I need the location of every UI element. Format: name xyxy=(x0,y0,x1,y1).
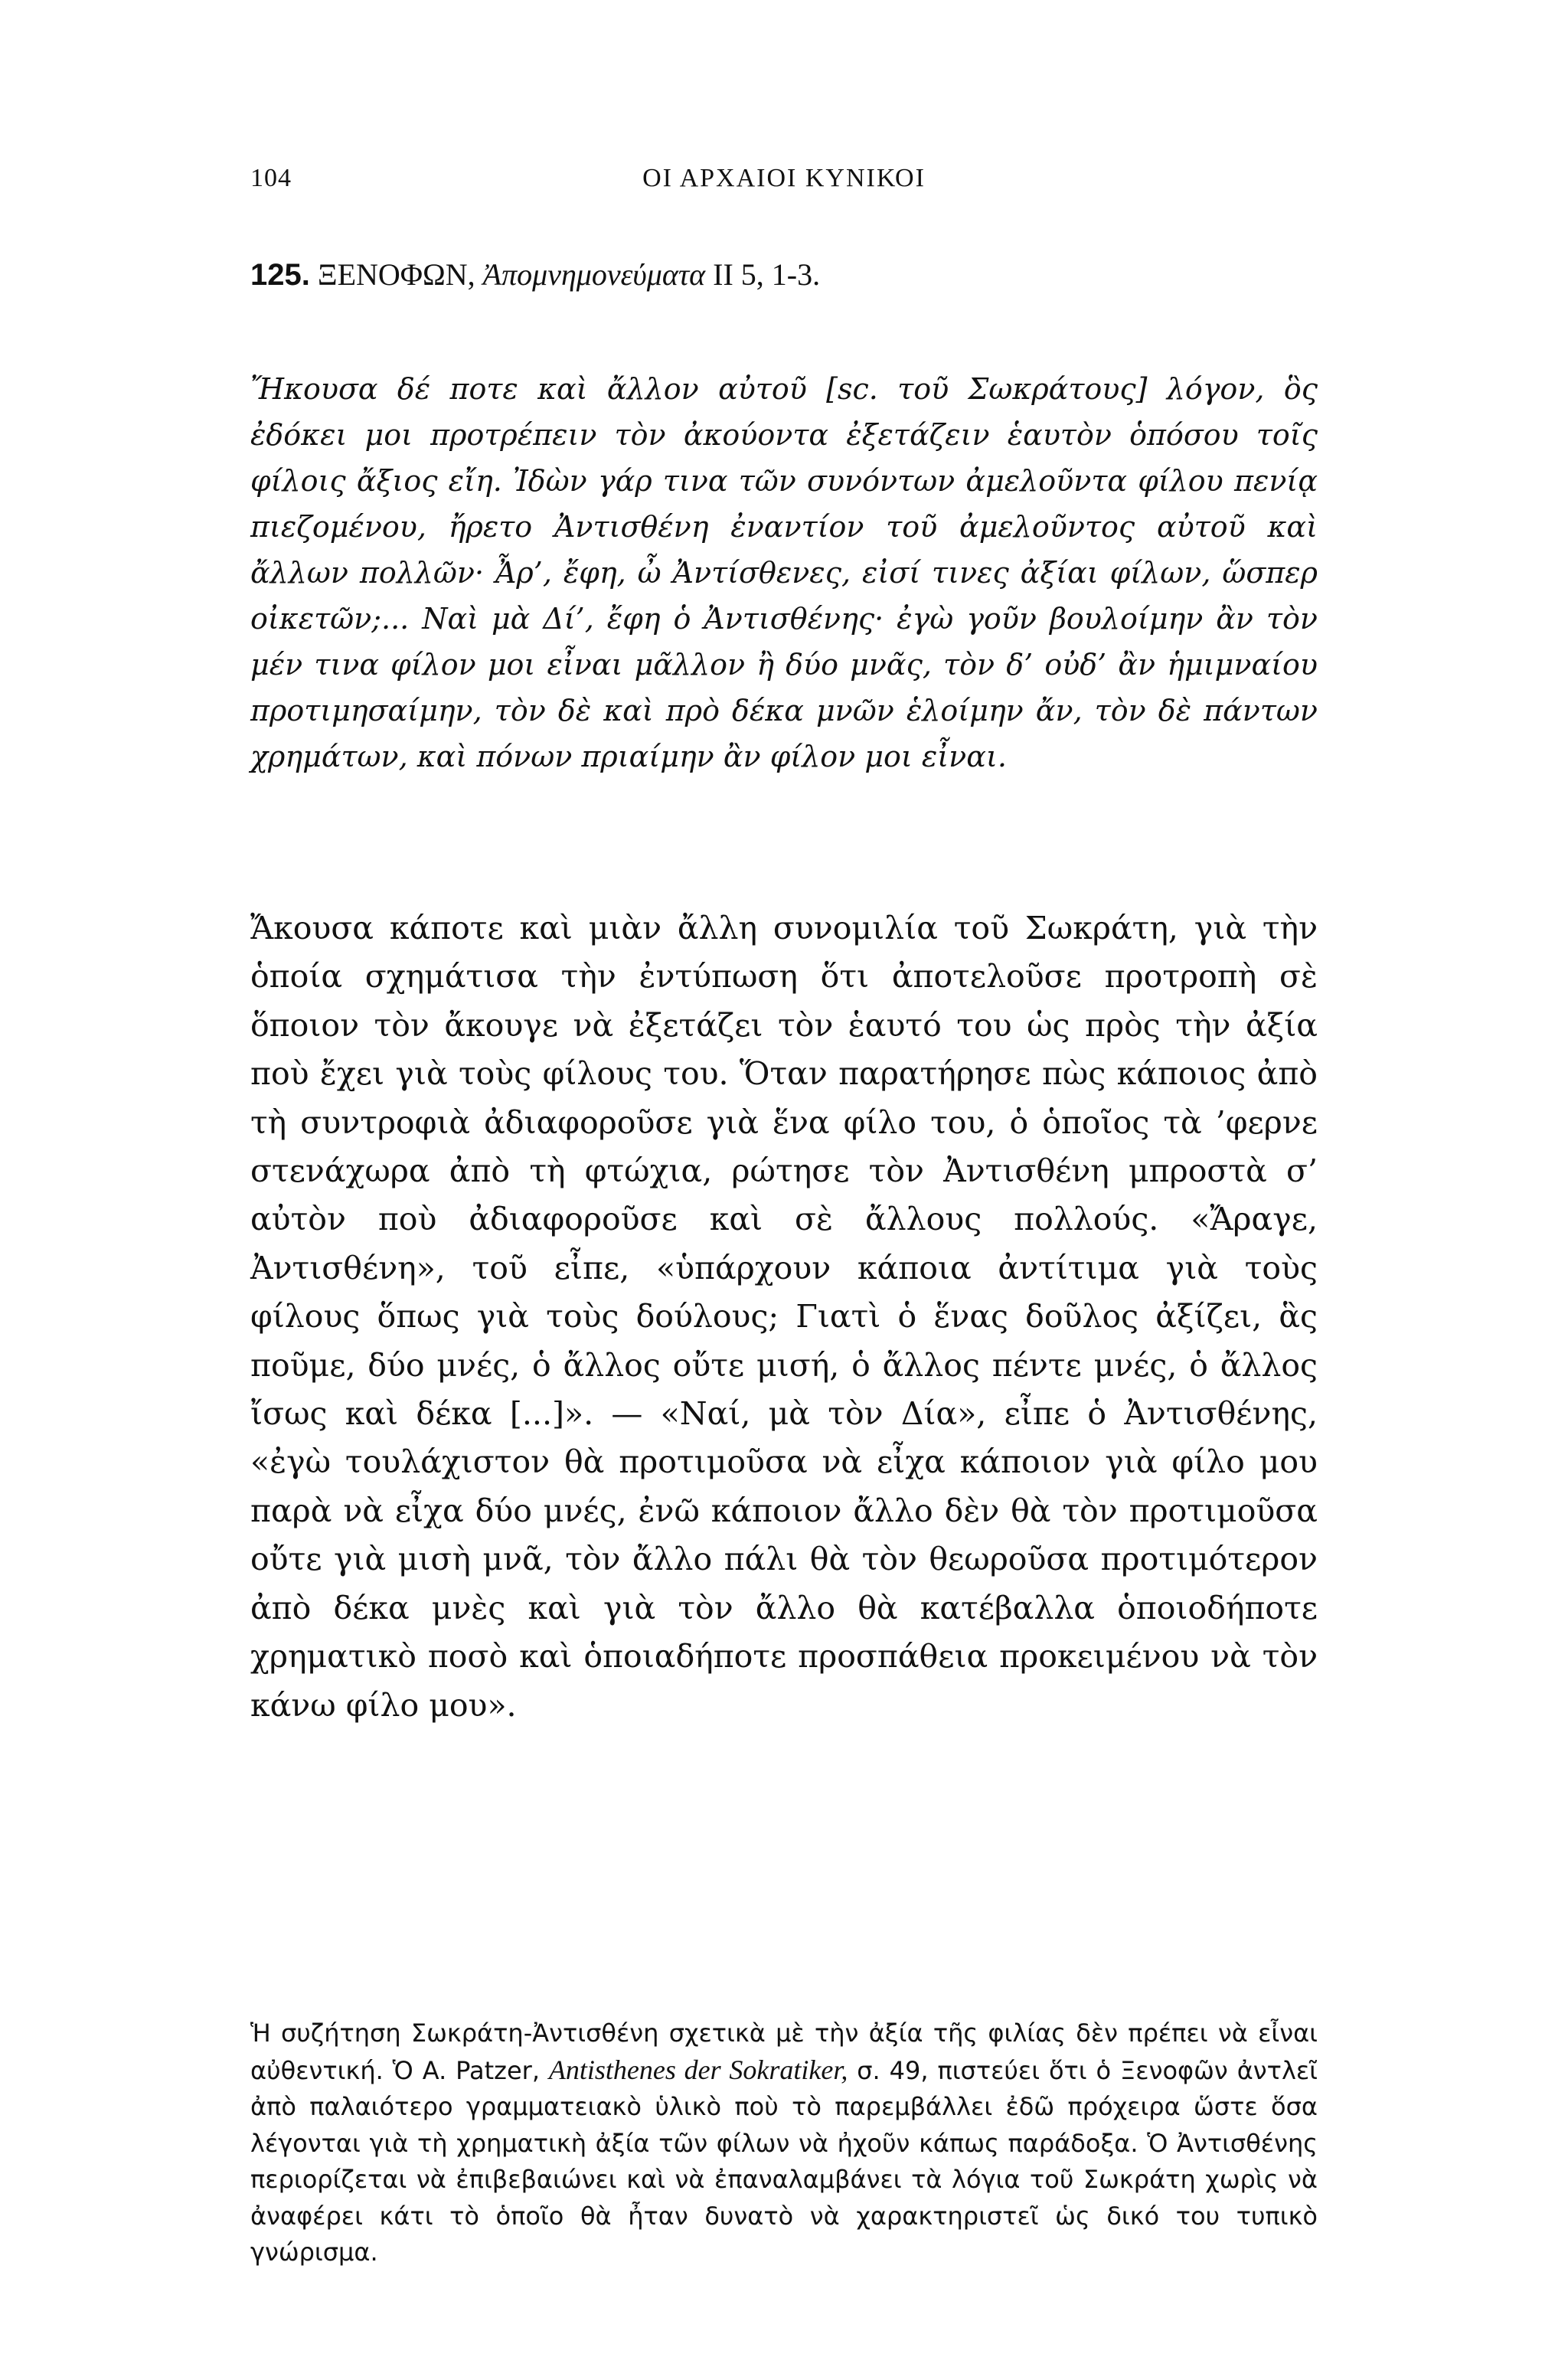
source-heading xyxy=(250,257,1318,293)
page-header xyxy=(250,164,1318,202)
modern-greek-translation: Ἄκουσα κάποτε καὶ μιὰν ἄλλη συνομιλία τοῦ Σωκράτη, γιὰ τὴν ὁποία σχημάτισα τὴν ἐντύπωση ὅτι ἀποτελοῦσε προτροπὴ σὲ ὅποιον τὸν ἄκουγε νὰ ἐξετάζει τὸν ἑαυτό του ὡς πρὸς τὴν ἀξία ποὺ ἔχει γιὰ τοὺς φίλους του. Ὅταν παρατήρησε πὼς κάποιος ἀπὸ τὴ συντροφιὰ ἀδιαφοροῦσε γιὰ ἕνα φίλο του, ὁ ὁποῖος τὰ ’φερνε στενάχωρα ἀπὸ τὴ φτώχια, ρώτησε τὸν Ἀντισθένη μπροστὰ σ’ αὐτὸν ποὺ ἀδιαφοροῦσε καὶ σὲ ἄλλους πολλούς. «Ἄραγε, Ἀντισθένη», τοῦ εἶπε, «ὑπάρχουν κάποια ἀντίτιμα γιὰ τοὺς φίλους ὅπως γιὰ τοὺς δούλους; Γιατὶ ὁ ἕνας δοῦλος ἀξίζει, ἃς ποῦμε, δύο μνές, ὁ ἄλλος οὔτε μισή, ὁ ἄλλος πέντε μνές, ὁ ἄλλος ἴσως καὶ δέκα [...]». — «Ναί, μὰ τὸν Δία», εἶπε ὁ Ἀντισθένης, «ἐγὼ τουλάχιστον θὰ προτιμοῦσα νὰ εἶχα κάποιον γιὰ φίλο μου παρὰ νὰ εἶχα δύο μνές, ἐνῶ κάποιον ἄλλο δὲν θὰ τὸν προτιμοῦσα οὔτε γιὰ μισὴ μνᾶ, τὸν ἄλλο πάλι θὰ τὸν θεωροῦσα προτιμότερον ἀπὸ δέκα μνὲς καὶ γιὰ τὸν ἄλλο θὰ κατέβαλλα ὁποιοδήποτε χρηματικὸ ποσὸ καὶ ὁποιαδήποτε προσπάθεια προκειμένου νὰ τὸν κάνω φίλο μου». xyxy=(250,910,1318,1724)
source-reference: II 5, 1-3. xyxy=(713,257,821,292)
source-work: Ἀπομνημονεύματα xyxy=(482,257,706,292)
note-text-part1: Ἡ συζήτηση Σωκράτη-Ἀντισθένη σχετικὰ μὲ τὴν ἀξία τῆς φιλίας δὲν πρέπει νὰ εἶναι αὐθεντική. Ὁ A. Patzer, xyxy=(250,2019,1318,2085)
source-author: ΞΕΝΟΦΩΝ, xyxy=(317,257,475,292)
commentary-note xyxy=(250,2015,1318,2271)
page-number: 104 xyxy=(250,164,292,192)
running-head: ΟΙ ΑΡΧΑΙΟΙ ΚΥΝΙΚΟΙ xyxy=(642,164,926,192)
note-text-part2: σ. 49, πιστεύει ὅτι ὁ Ξενοφῶν ἀντλεῖ ἀπὸ παλαιότερο γραμματειακὸ ὑλικὸ ποὺ τὸ παρεμβάλλει ἐδῶ πρόχειρα ὥστε ὅσα λέγονται γιὰ τὴ χρηματικὴ ἀξία τῶν φίλων νὰ ἠχοῦν κάπως παράδοξα. Ὁ Ἀντισθένης περιορίζεται νὰ ἐπιβεβαιώνει καὶ νὰ ἐπαναλαμβάνει τὰ λόγια τοῦ Σωκράτη χωρὶς νὰ ἀναφέρει κάτι τὸ ὁποῖο θὰ ἦταν δυνατὸ νὰ χαρακτηριστεῖ ὡς δικό του τυπικὸ γνώρισμα. xyxy=(250,2055,1318,2267)
fragment-number: 125. xyxy=(250,258,310,292)
ancient-greek-passage: Ἤκουσα δέ ποτε καὶ ἄλλον αὐτοῦ [sc. τοῦ Σωκράτους] λόγον, ὃς ἐδόκει μοι προτρέπειν τὸν ἀκούοντα ἐξετάζειν ἑαυτὸν ὁπόσου τοῖς φίλοις ἄξιος εἴη. Ἰδὼν γάρ τινα τῶν συνόντων ἀμελοῦντα φίλου πενίᾳ πιεζομένου, ἤρετο Ἀντισθένη ἐναντίον τοῦ ἀμελοῦντος αὐτοῦ καὶ ἄλλων πολλῶν· Ἆρ’, ἔφη, ὦ Ἀντίσθενες, εἰσί τινες ἀξίαι φίλων, ὥσπερ οἰκετῶν;... Ναὶ μὰ Δί’, ἔφη ὁ Ἀντισθένης· ἐγὼ γοῦν βουλοίμην ἂν τὸν μέν τινα φίλον μοι εἶναι μᾶλλον ἢ δύο μνᾶς, τὸν δ’ οὐδ’ ἂν ἡμιμναίου προτιμησαίμην, τὸν δὲ καὶ πρὸ δέκα μνῶν ἑλοίμην ἄν, τὸν δὲ πάντων χρημάτων, καὶ πόνων πριαίμην ἂν φίλον μοι εἶναι. xyxy=(250,372,1318,773)
note-cited-title: Antisthenes der Sokratiker, xyxy=(548,2054,848,2085)
